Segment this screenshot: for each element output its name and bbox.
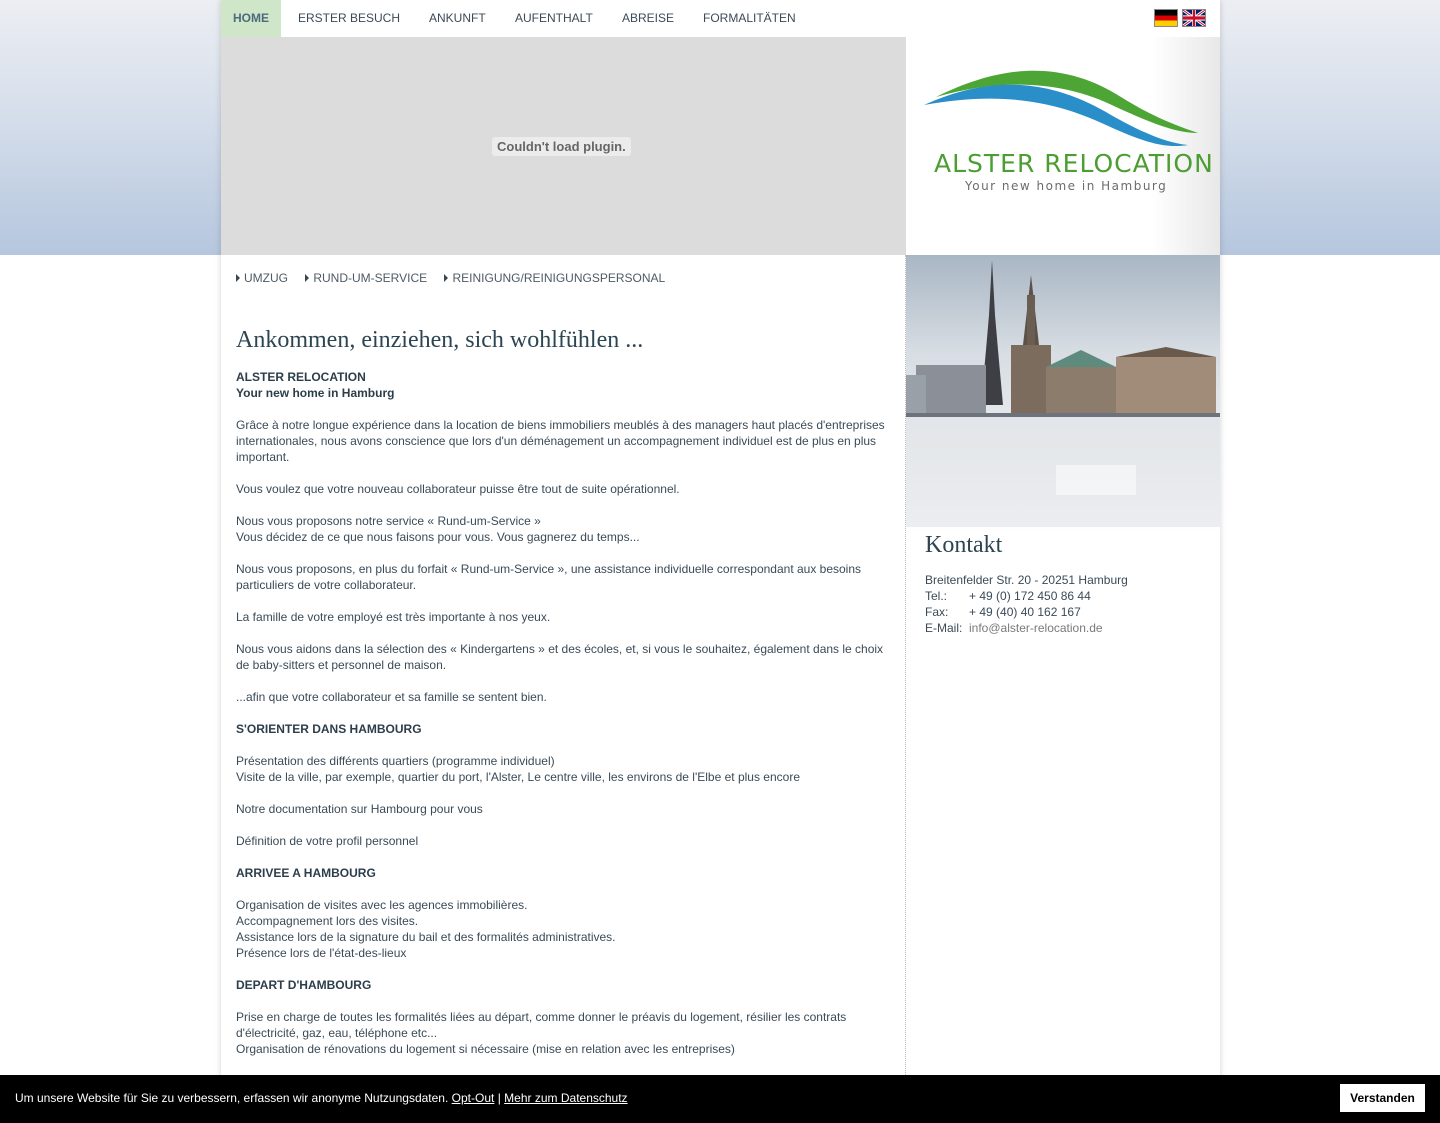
city-skyline-icon	[906, 255, 1220, 535]
contact-tel	[925, 588, 1215, 604]
email-link[interactable]: info@alster-relocation.de	[969, 621, 1103, 635]
paragraph: Nous vous proposons notre service « Rund-um-Service »	[236, 514, 541, 528]
german-flag-icon[interactable]	[1154, 9, 1178, 27]
paragraph: Vous voulez que votre nouveau collaborateur puisse être tout de suite opérationnel.	[236, 482, 680, 496]
paragraph: Nous vous proposons, en plus du forfait « Rund-um-Service », une assistance individuelle correspondant aux besoins particuliers de votre collaborateur.	[236, 562, 862, 592]
nav-abreise[interactable]: ABREISE	[622, 11, 675, 25]
fax-value: + 49 (40) 40 162 167	[969, 605, 1081, 619]
nav-home[interactable]: HOME	[221, 0, 281, 37]
paragraph: Assistance lors de la signature du bail et des formalités administratives.	[236, 930, 616, 944]
section-heading: ARRIVEE A HAMBOURG	[236, 866, 376, 880]
privacy-link[interactable]: Mehr zum Datenschutz	[504, 1091, 628, 1105]
nav-aufenthalt[interactable]: AUFENTHALT	[515, 11, 593, 25]
paragraph: Accompagnement lors des visites.	[236, 914, 419, 928]
plugin-placeholder	[221, 37, 906, 255]
sub-nav	[236, 271, 679, 285]
page-container	[221, 0, 1220, 1123]
paragraph: Définition de votre profil personnel	[236, 834, 419, 848]
paragraph: Présentation des différents quartiers (programme individuel)	[236, 754, 555, 768]
nav-erster-besuch[interactable]: ERSTER BESUCH	[298, 11, 401, 25]
section-heading: S'ORIENTER DANS HAMBOURG	[236, 722, 422, 736]
contact-email	[925, 620, 1215, 636]
page-title: Ankommen, einziehen, sich wohlfühlen ...	[236, 327, 644, 353]
subnav-reinigung-label: REINIGUNG/REINIGUNGSPERSONAL	[452, 271, 666, 285]
subnav-umzug[interactable]	[236, 271, 288, 285]
subnav-rund-um-service[interactable]	[305, 271, 427, 285]
logo-title: ALSTER RELOCATION	[934, 149, 1214, 178]
subnav-umzug-label: UMZUG	[244, 271, 288, 285]
paragraph: Visite de la ville, par exemple, quartier du port, l'Alster, Le centre ville, les environs de l'Elbe et plus encore	[236, 770, 800, 784]
paragraph: Organisation de rénovations du logement si nécessaire (mise en relation avec les entreprises)	[236, 1042, 735, 1056]
cookie-text	[15, 1091, 628, 1105]
paragraph: ...afin que votre collaborateur et sa famille se sentent bien.	[236, 690, 547, 704]
plugin-error-message: Couldn't load plugin.	[492, 137, 631, 156]
paragraph: Vous décidez de ce que nous faisons pour vous. Vous gagnerez du temps...	[236, 530, 640, 544]
contact-heading: Kontakt	[925, 532, 1003, 558]
contact-address: Breitenfelder Str. 20 - 20251 Hamburg	[925, 573, 1128, 587]
company-tagline: Your new home in Hamburg	[236, 386, 395, 400]
triangle-right-icon	[236, 274, 240, 282]
section-heading: DEPART D'HAMBOURG	[236, 978, 372, 992]
tel-label: Tel.:	[925, 589, 948, 603]
paragraph: Présence lors de l'état-des-lieux	[236, 946, 407, 960]
triangle-right-icon	[305, 274, 309, 282]
nav-formalitaeten[interactable]: FORMALITÄTEN	[703, 11, 796, 25]
cookie-banner	[0, 1075, 1440, 1123]
contact-fax	[925, 604, 1215, 620]
paragraph: La famille de votre employé est très importante à nos yeux.	[236, 610, 551, 624]
paragraph: Grâce à notre longue expérience dans la location de biens immobiliers meublés à des managers haut placés d'entreprises internationales, nous avons conscience que lors d'un déménagement un accompagnement individuel est de plus en plus important.	[236, 418, 885, 464]
accept-cookies-button[interactable]: Verstanden	[1340, 1084, 1425, 1112]
cookie-message: Um unsere Website für Sie zu verbessern, erfassen wir anonyme Nutzungsdaten.	[15, 1091, 449, 1105]
cookie-separator: |	[497, 1091, 501, 1105]
company-name: ALSTER RELOCATION	[236, 370, 366, 384]
uk-flag-icon[interactable]	[1182, 9, 1206, 27]
paragraph: Prise en charge de toutes les formalités liées au départ, comme donner le préavis du logement, résilier les contrats d'électricité, gaz, eau, téléphone etc...	[236, 1010, 847, 1040]
subnav-reinigung[interactable]	[444, 271, 665, 285]
fax-label: Fax:	[925, 605, 949, 619]
hamburg-city-image	[906, 255, 1220, 535]
logo[interactable]	[906, 37, 1220, 255]
contact-section	[925, 530, 1215, 636]
main-content	[236, 325, 891, 1089]
email-label: E-Mail:	[925, 621, 963, 635]
logo-waves-icon	[906, 37, 1220, 167]
nav-ankunft[interactable]: ANKUNFT	[429, 11, 486, 25]
subnav-rund-um-service-label: RUND-UM-SERVICE	[313, 271, 428, 285]
paragraph: Notre documentation sur Hambourg pour vous	[236, 802, 483, 816]
main-nav	[221, 0, 906, 37]
opt-out-link[interactable]: Opt-Out	[451, 1091, 495, 1105]
paragraph: Organisation de visites avec les agences immobilières.	[236, 898, 528, 912]
logo-tagline: Your new home in Hamburg	[965, 179, 1168, 193]
tel-value: + 49 (0) 172 450 86 44	[969, 589, 1091, 603]
triangle-right-icon	[444, 274, 448, 282]
paragraph: Nous vous aidons dans la sélection des « Kindergartens » et des écoles, et, si vous le souhaitez, également dans le choix de baby-sitters et personnel de maison.	[236, 642, 884, 672]
